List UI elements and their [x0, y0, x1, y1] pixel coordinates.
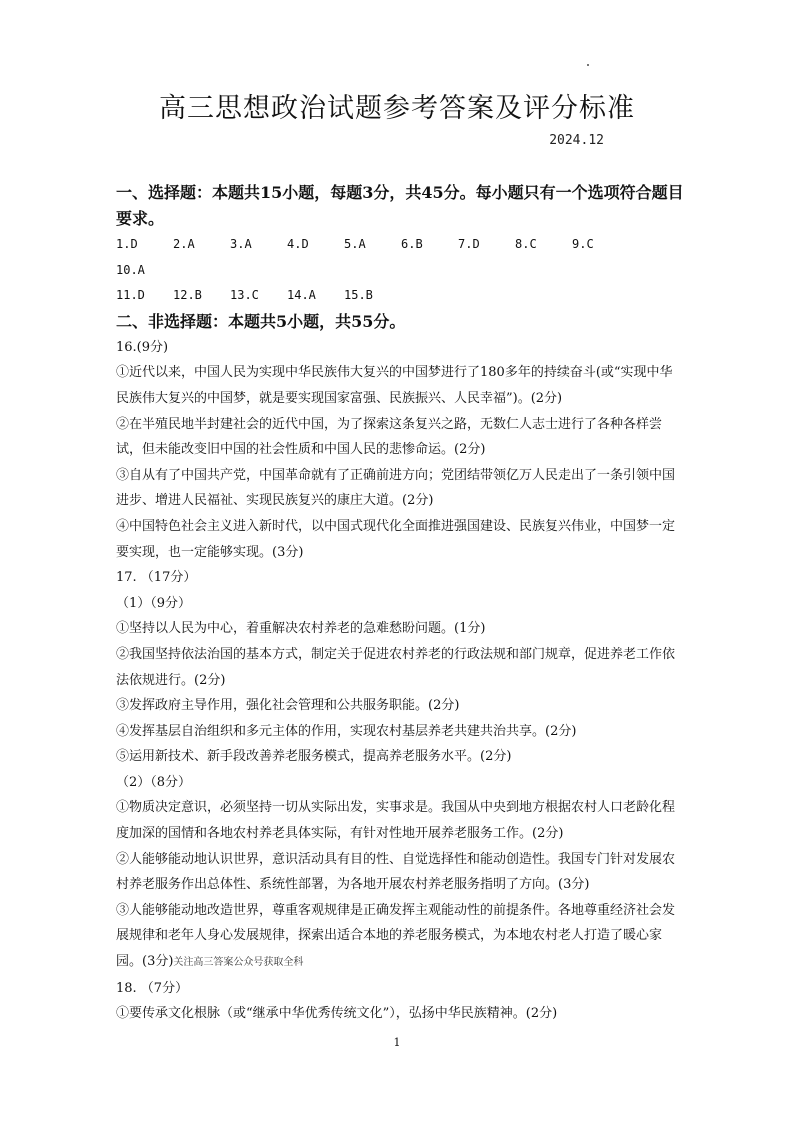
answer-item: 3.A: [230, 237, 252, 251]
answer-line: ②人能够能动地认识世界，意识活动具有目的性、自觉选择性和能动创造性。我国专门针对发展农村养老服务作出总体性、系统性部署，为各地开展农村养老服务指明了方向。(3分): [116, 851, 676, 893]
answers-row-1: [116, 232, 684, 283]
answer-line: ⑤运用新技术、新手段改善养老服务模式，提高养老服务水平。(2分): [116, 749, 512, 765]
answer-item: 15.B: [344, 288, 373, 303]
answer-line: ④发挥基层自治组织和多元主体的作用，实现农村基层养老共建共治共享。(2分): [116, 723, 577, 739]
answer-line: [116, 898, 684, 976]
watermark-note: 关注高三答案公众号获取全科: [173, 957, 304, 969]
answer-item: 13.C: [230, 288, 259, 303]
answer-line: ①物质决定意识，必须坚持一切从实际出发，实事求是。我国从中央到地方根据农村人口老龄化程度加深的国情和各地农村养老具体实际，有针对性地开展养老服务工作。(2分): [116, 800, 676, 842]
question-18-header: 18. （7分）: [116, 980, 189, 996]
scan-speck: [587, 64, 589, 66]
answer-item: 6.B: [401, 237, 423, 251]
answers-row-2: [116, 283, 684, 309]
answer-item: 8.C: [515, 237, 537, 251]
subquestion-header: （1）（9分）: [116, 595, 192, 611]
answer-item: 11.D: [116, 288, 145, 303]
section-1-heading: 一、选择题：本题共15小题，每题3分，共45分。每小题只有一个选项符合题目要求。: [116, 183, 684, 228]
answer-line: ①要传承文化根脉（或“继承中华优秀传统文化”），弘扬中华民族精神。(2分): [116, 1006, 558, 1022]
document-title: 高三思想政治试题参考答案及评分标准: [159, 93, 635, 124]
answer-line: ④中国特色社会主义进入新时代，以中国式现代化全面推进强国建设、民族复兴伟业，中国梦一定要实现，也一定能够实现。(3分): [116, 518, 676, 560]
page-number: 1: [393, 1036, 401, 1049]
answer-item: 9.C: [572, 237, 594, 251]
answer-line: ②我国坚持依法治国的基本方式，制定关于促进农村养老的行政法规和部门规章，促进养老工作依法依规进行。(2分): [116, 646, 676, 688]
section-2-heading: 二、非选择题：本题共5小题，共55分。: [116, 311, 406, 331]
subquestion-header: （2）（8分）: [116, 774, 192, 790]
answer-text: ③人能够能动地改造世界，尊重客观规律是正确发挥主观能动性的前提条件。各地尊重经济社会发展规律和老年人身心发展规律，探索出适合本地的养老服务模式，为本地农村老人打造了暖心家园。(3分): [116, 902, 676, 970]
answer-item: 10.A: [116, 262, 145, 277]
document-date: 2024.12: [549, 133, 604, 148]
answer-line: ①近代以来，中国人民为实现中华民族伟大复兴的中国梦进行了180多年的持续奋斗(或“实现中华民族伟大复兴的中国梦，就是要实现国家富强、民族振兴、人民幸福”)。(2分): [116, 365, 673, 406]
answer-item: 5.A: [344, 237, 366, 251]
answer-content: [116, 180, 684, 1027]
answer-item: 12.B: [173, 288, 202, 303]
answer-item: 1.D: [116, 237, 138, 251]
answer-line: ③发挥政府主导作用，强化社会管理和公共服务职能。(2分): [116, 698, 460, 714]
answer-item: 14.A: [287, 288, 316, 303]
answer-item: 7.D: [458, 237, 480, 251]
answer-line: ②在半殖民地半封建社会的近代中国，为了探索这条复兴之路，无数仁人志士进行了各种各样尝试，但未能改变旧中国的社会性质和中国人民的悲惨命运。(2分): [116, 416, 663, 458]
question-16-header: 16.(9分): [116, 339, 169, 355]
answer-item: 2.A: [173, 237, 195, 251]
question-17-header: 17. （17分）: [116, 570, 197, 586]
answer-item: 4.D: [287, 237, 309, 251]
answer-line: ①坚持以人民为中心，着重解决农村养老的急难愁盼问题。(1分): [116, 621, 486, 637]
answer-line: ③自从有了中国共产党，中国革命就有了正确前进方向；党团结带领亿万人民走出了一条引领中国进步、增进人民福祉、实现民族复兴的康庄大道。(2分): [116, 467, 676, 509]
